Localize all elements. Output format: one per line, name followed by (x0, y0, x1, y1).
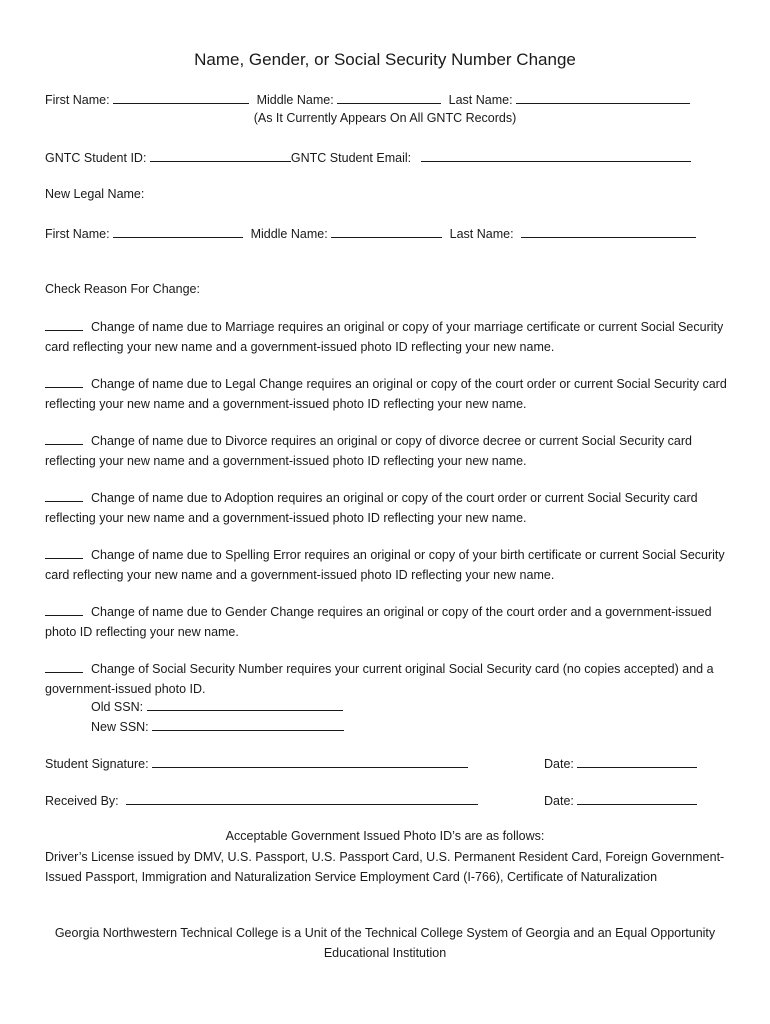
reason-gender-change-checkbox[interactable] (45, 603, 83, 616)
current-middle-name-field[interactable] (337, 91, 441, 104)
student-id-field[interactable] (150, 149, 291, 162)
reason-legal-change (45, 375, 735, 414)
reason-marriage (45, 318, 735, 357)
reason-marriage-checkbox[interactable] (45, 318, 83, 331)
reason-gender-change-text: Change of name due to Gender Change requires an original or copy of the court order and a government-issued photo ID reflecting your new name. (45, 605, 712, 639)
new-name-row (45, 225, 696, 241)
student-date-row (544, 755, 697, 771)
reason-ssn-change-checkbox[interactable] (45, 660, 83, 673)
student-date-label: Date: (544, 757, 574, 771)
reason-spelling-error (45, 546, 735, 585)
received-by-field[interactable] (126, 792, 478, 805)
new-ssn-field[interactable] (152, 718, 344, 731)
student-signature-field[interactable] (152, 755, 468, 768)
reason-adoption-text: Change of name due to Adoption requires an original or copy of the court order or current Social Security card reflecting your new name and a government-issued photo ID reflecting your new name. (45, 491, 698, 525)
new-first-name-field[interactable] (113, 225, 243, 238)
form-title: Name, Gender, or Social Security Number Change (194, 50, 576, 69)
reason-ssn-change (45, 660, 735, 699)
reason-divorce-checkbox[interactable] (45, 432, 83, 445)
reason-marriage-text: Change of name due to Marriage requires an original or copy of your marriage certificate or current Social Security card reflecting your new name and a government-issued photo ID reflecting your new name. (45, 320, 724, 354)
reason-spelling-error-checkbox[interactable] (45, 546, 83, 559)
student-info-row (45, 149, 691, 165)
reason-ssn-change-text: Change of Social Security Number requires your current original Social Security card (no copies accepted) and a government-issued photo ID. (45, 662, 714, 696)
photo-id-heading: Acceptable Government Issued Photo ID’s are as follows: (225, 829, 545, 843)
received-date-label: Date: (544, 794, 574, 808)
reason-gender-change (45, 603, 735, 642)
received-date-row (544, 792, 697, 808)
current-name-note: (As It Currently Appears On All GNTC Records) (253, 111, 517, 125)
new-middle-name-field[interactable] (331, 225, 442, 238)
old-ssn-field[interactable] (147, 698, 343, 711)
reason-legal-change-text: Change of name due to Legal Change requires an original or copy of the court order or current Social Security card reflecting your new name and a government-issued photo ID reflecting your new name. (45, 377, 727, 411)
current-name-row (45, 91, 690, 107)
new-last-name-field[interactable] (521, 225, 696, 238)
reason-legal-change-checkbox[interactable] (45, 375, 83, 388)
current-first-name-label: First Name: (45, 93, 110, 107)
student-email-field[interactable] (421, 149, 691, 162)
current-first-name-field[interactable] (113, 91, 249, 104)
student-date-field[interactable] (577, 755, 697, 768)
old-ssn-row (91, 698, 343, 714)
current-last-name-label: Last Name: (448, 93, 513, 107)
new-first-name-label: First Name: (45, 227, 110, 241)
reason-spelling-error-text: Change of name due to Spelling Error requires an original or copy of your birth certificate or current Social Security card reflecting your new name and a government-issued photo ID reflecting your new name. (45, 548, 725, 582)
old-ssn-label: Old SSN: (91, 700, 144, 714)
new-ssn-row (91, 718, 344, 734)
reason-adoption (45, 489, 735, 528)
student-id-label: GNTC Student ID: (45, 151, 147, 165)
new-ssn-label: New SSN: (91, 720, 149, 734)
received-by-row (45, 792, 478, 808)
received-date-field[interactable] (577, 792, 697, 805)
student-signature-label: Student Signature: (45, 757, 149, 771)
current-middle-name-label: Middle Name: (256, 93, 334, 107)
reason-divorce (45, 432, 735, 471)
new-middle-name-label: Middle Name: (250, 227, 328, 241)
student-email-label: GNTC Student Email: (290, 151, 412, 165)
current-last-name-field[interactable] (516, 91, 690, 104)
footer-statement: Georgia Northwestern Technical College is a Unit of the Technical College System of Georgia and an Equal Opportunity Educational Institution (54, 926, 716, 960)
received-by-label: Received By: (45, 794, 119, 808)
reason-adoption-checkbox[interactable] (45, 489, 83, 502)
reasons-heading: Check Reason For Change: (45, 282, 200, 296)
new-legal-name-heading: New Legal Name: (45, 187, 145, 201)
reason-divorce-text: Change of name due to Divorce requires an original or copy of divorce decree or current Social Security card reflecting your new name and a government-issued photo ID reflecting your new name. (45, 434, 693, 468)
student-signature-row (45, 755, 468, 771)
new-last-name-label: Last Name: (449, 227, 514, 241)
photo-id-list: Driver’s License issued by DMV, U.S. Passport, U.S. Passport Card, U.S. Permanent Resident Card, Foreign Government-Issued Passport, Immigration and Naturalization Service Employment Card (I-766), Certificate of Naturalization (45, 850, 725, 884)
